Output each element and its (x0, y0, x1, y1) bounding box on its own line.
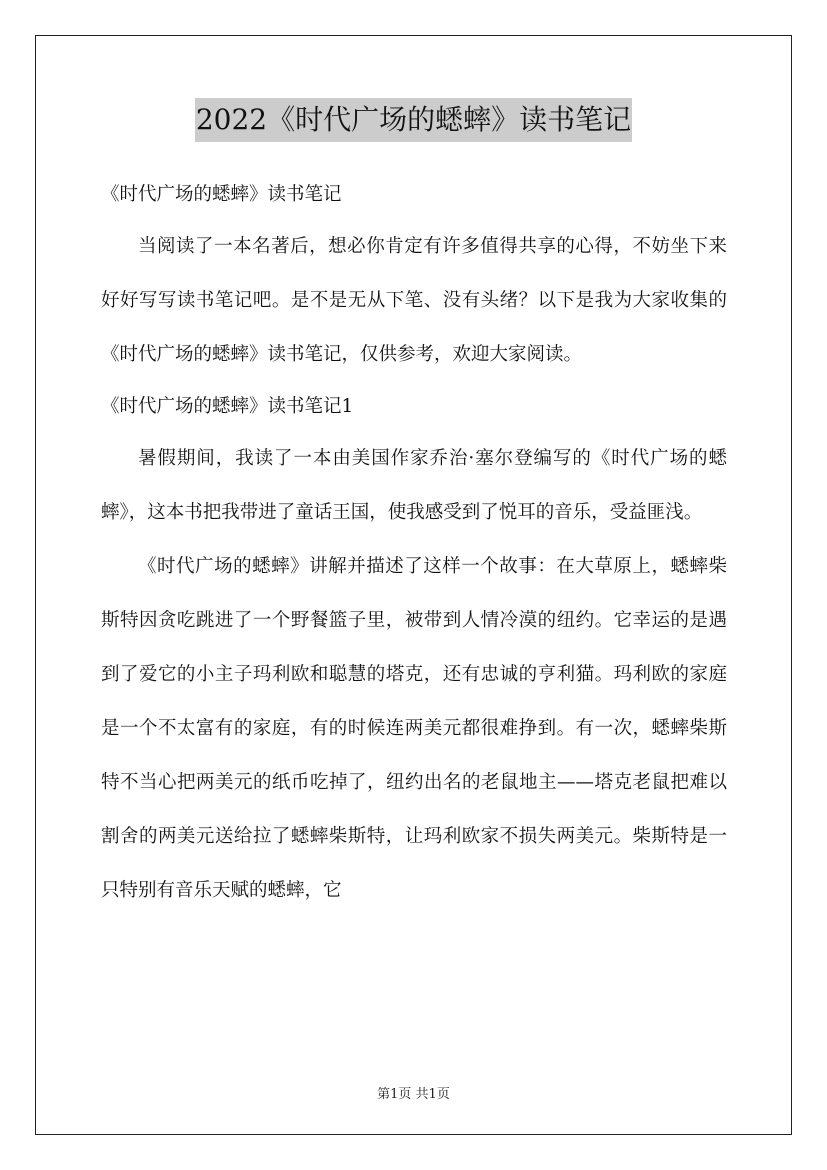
document-title-block (0, 98, 827, 142)
document-body (101, 170, 727, 918)
note1-paragraph-2: 《时代广场的蟋蟀》讲解并描述了这样一个故事：在大草原上，蟋蟀柴斯特因贪吃跳进了一个野餐篮子里，被带到人情冷漠的纽约。它幸运的是遇到了爱它的小主子玛利欧和聪慧的塔克，还有忠诚的亨利猫。玛利欧的家庭是一个不太富有的家庭，有的时候连两美元都很难挣到。有一次，蟋蟀柴斯特不当心把两美元的纸币吃掉了，纽约出名的老鼠地主——塔克老鼠把难以割舍的两美元送给拉了蟋蟀柴斯特，让玛利欧家不损失两美元。柴斯特是一只特别有音乐天赋的蟋蟀，它 (101, 556, 727, 901)
page-number-label: 第1页 共1页 (377, 1087, 450, 1102)
document-title: 2022《时代广场的蟋蟀》读书笔记 (195, 98, 632, 142)
note1-heading: 《时代广场的蟋蟀》读书笔记1 (101, 396, 354, 417)
intro-paragraph: 当阅读了一本名著后，想必你肯定有许多值得共享的心得，不妨坐下来好好写写读书笔记吧。是不是无从下笔、没有头绪？以下是我为大家收集的《时代广场的蟋蟀》读书笔记，仅供参考，欢迎大家阅读。 (101, 236, 727, 365)
page-footer (0, 1083, 827, 1102)
section-heading: 《时代广场的蟋蟀》读书笔记 (101, 184, 342, 205)
note1-paragraph-1: 暑假期间，我读了一本由美国作家乔治·塞尔登编写的《时代广场的蟋蟀》，这本书把我带进了童话王国，使我感受到了悦耳的音乐，受益匪浅。 (101, 448, 727, 523)
